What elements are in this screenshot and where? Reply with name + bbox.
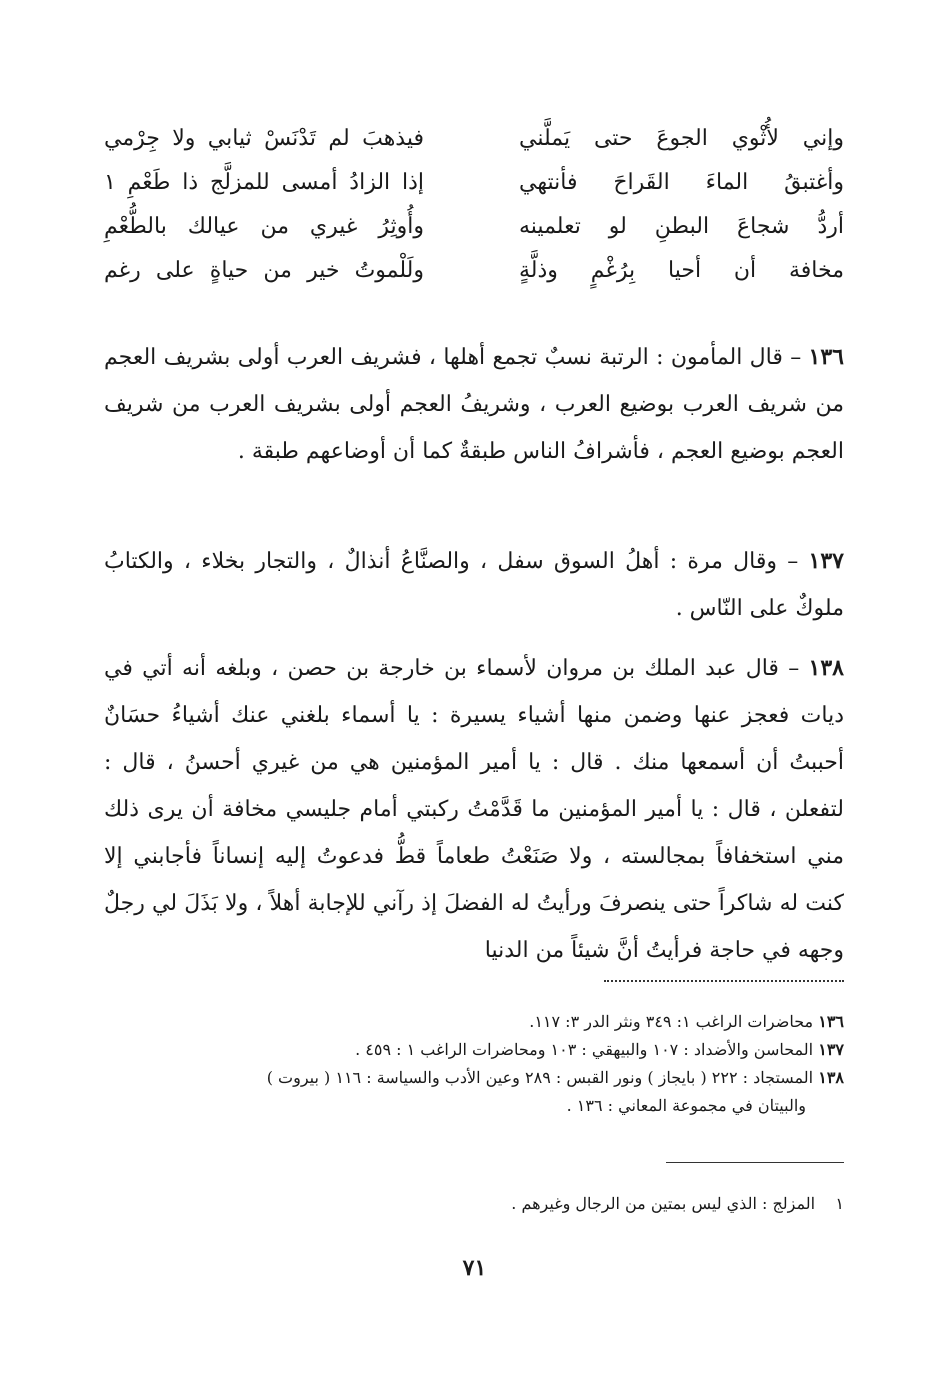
paragraph-dash: –	[787, 549, 799, 574]
footnote-138	[104, 1064, 844, 1092]
page-number: ٧١	[462, 1255, 487, 1281]
footnote-separator	[604, 980, 844, 982]
paragraph-136	[104, 334, 844, 475]
verse-first-hemistich: وأغتبقُ الماءَ القَراحَ فأنتهي	[519, 170, 844, 195]
poem-verse-1	[104, 126, 844, 158]
paragraph-text: قال المأمون : الرتبة نسبٌ تجمع أهلها ، فشريف العرب أولى بشريف العجم من شريف العرب بوضيع العرب ، وشريفُ العجم أولى بشريف العرب من شريف العجم بوضيع العجم ، فأشرافُ الناس طبقةٌ كما أن أوضاعهم طبقة .	[104, 345, 844, 464]
footnote-text: المستجاد : ٢٢٢ ( بايجاز ) ونور القبس : ٢٨٩ وعين الأدب والسياسة : ١١٦ ( بيروت )	[266, 1068, 814, 1087]
verse-first-hemistich: وإني لأُثْوي الجوعَ حتى يَملَّني	[519, 126, 844, 151]
poem	[104, 126, 844, 306]
footnote-number: ١٣٧	[818, 1040, 844, 1059]
paragraph-138	[104, 645, 844, 974]
footnote-137	[104, 1036, 844, 1064]
paragraph-text: وقال مرة : أهلُ السوق سفل ، والصنَّاعُ أنذالٌ ، والتجار بخلاء ، والكتابُ ملوكٌ على النّاس .	[104, 549, 844, 621]
paragraph-number: ١٣٧	[808, 548, 844, 574]
poem-verse-3	[104, 214, 844, 246]
footnote-number: ١٣٨	[818, 1068, 844, 1087]
verse-first-hemistich: أردُّ شجاعَ البطنِ لو تعلمينه	[519, 214, 844, 239]
verse-first-hemistich: مخافة أن أحيا بِرُغْمٍ وذلَّةٍ	[519, 258, 844, 283]
verse-second-hemistich: فيذهبَ لم تَدْنَسْ ثيابي ولا جِرْمي	[104, 126, 424, 151]
verse-second-hemistich: وأُوثِرُ غيري من عيالك بالطُّعْمِ	[104, 214, 424, 239]
footnote-text: المحاسن والأضداد : ١٠٧ والبيهقي : ١٠٣ ومحاضرات الراغب ١ : ٤٥٩ .	[355, 1040, 814, 1059]
footnotes	[104, 1008, 844, 1120]
paragraph-number: ١٣٨	[808, 655, 844, 681]
margin-note-text: المزلج : الذي ليس بمتين من الرجال وغيرهم .	[511, 1194, 816, 1213]
paragraph-dash: –	[790, 345, 802, 370]
verse-second-hemistich: إذا الزادُ أمسى للمزلَّج ذا طَعْمِ ١	[104, 170, 424, 195]
margin-note-number: ١	[835, 1194, 844, 1213]
poem-verse-4	[104, 258, 844, 290]
margin-notes	[104, 1190, 844, 1218]
verse-second-hemistich: ولَلْموتُ خير من حياةٍ على رغم	[104, 258, 424, 283]
paragraph-text: قال عبد الملك بن مروان لأسماء بن خارجة بن حصن ، وبلغه أنه أتي في ديات فعجز عنها وضمن منها أشياء يسيرة : يا أسماء بلغني عنك أشياءُ حسَانٌ أحببتُ أن أسمعها منك . قال : يا أمير المؤمنين هي من غيري أحسنُ ، قال : لتفعلن ، قال : يا أمير المؤمنين ما قَدَّمْتُ ركبتي أمام جليسي مخافة أن يرى ذلك مني استخفافاً بمجالسته ، ولا صَنَعْتُ طعاماً قطُّ فدعوتُ إليه إنساناً فأجابني إلا كنت له شاكراً حتى ينصرفَ ورأيتُ له الفضلَ إذ رآني للإجابة أهلاً ، ولا بَذَلَ لي رجلٌ وجهه في حاجة فرأيتُ أنَّ شيئاً من الدنيا	[104, 656, 844, 963]
paragraph-dash: –	[788, 656, 800, 681]
paragraph-number: ١٣٦	[808, 344, 844, 370]
footnote-number: ١٣٦	[818, 1012, 844, 1031]
margin-note-1	[104, 1190, 844, 1218]
poem-verse-2	[104, 170, 844, 202]
margin-note-separator	[666, 1162, 844, 1163]
footnote-138-continued: والبيتان في مجموعة المعاني : ١٣٦ .	[566, 1096, 806, 1115]
footnote-text: محاضرات الراغب ١: ٣٤٩ ونثر الدر ٣: ١١٧.	[529, 1012, 814, 1031]
paragraph-137	[104, 538, 844, 632]
footnote-136	[104, 1008, 844, 1036]
